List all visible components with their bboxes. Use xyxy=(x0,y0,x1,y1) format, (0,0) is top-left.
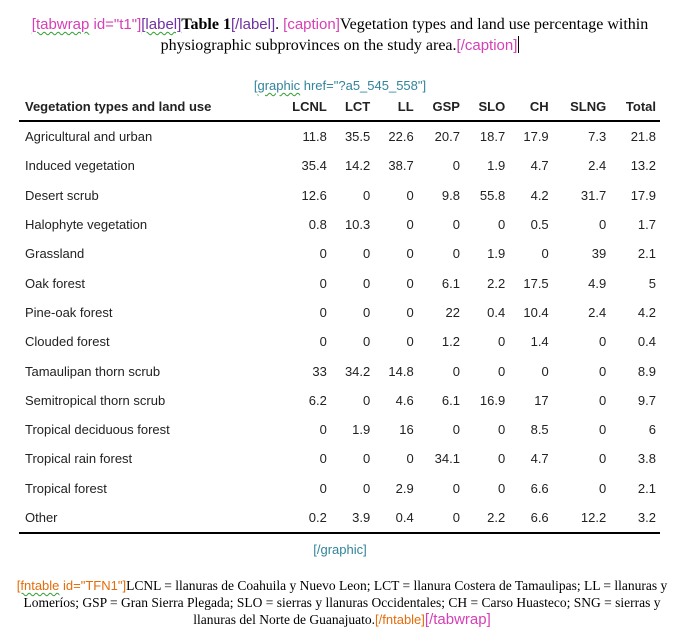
table-cell: 1.2 xyxy=(441,334,460,350)
row-label: Induced vegetation xyxy=(25,158,135,174)
table-cell: 0 xyxy=(452,422,460,438)
table-cell: 33 xyxy=(312,363,327,379)
table-cell: 0 xyxy=(363,304,371,320)
row-label: Tropical deciduous forest xyxy=(25,422,170,438)
table-cell: 1.4 xyxy=(530,334,549,350)
table-cell: 17 xyxy=(534,392,549,408)
table-row xyxy=(19,356,660,385)
table-cell: 2.4 xyxy=(588,304,607,320)
table-cell: 20.7 xyxy=(434,129,460,145)
table-cell: 4.2 xyxy=(530,187,549,203)
table-cell: 0 xyxy=(406,246,414,262)
table-cell: 55.8 xyxy=(479,187,506,203)
table-row xyxy=(19,386,660,415)
table-cell: 0 xyxy=(406,187,414,203)
table-cell: 0.4 xyxy=(487,304,506,320)
table-cell: 0 xyxy=(363,480,371,496)
column-header-lcnl: LCNL xyxy=(275,92,331,121)
column-header-vegetation: Vegetation types and land use xyxy=(19,92,275,121)
table-cell: 0 xyxy=(406,334,414,350)
table-cell: 0 xyxy=(598,217,607,233)
table-cell: 0 xyxy=(598,334,607,350)
row-label: Semitropical thorn scrub xyxy=(25,392,166,408)
table-cell: 6.1 xyxy=(441,392,460,408)
row-label: Grassland xyxy=(25,246,85,262)
table-cell: 39 xyxy=(591,246,607,262)
table-cell: 6.6 xyxy=(530,480,549,496)
table-cell: 12.2 xyxy=(553,503,611,533)
table-cell: 8.9 xyxy=(637,363,656,379)
table-cell: 4.7 xyxy=(530,158,549,174)
table-cell: 0.5 xyxy=(530,217,549,233)
table-cell: 0 xyxy=(498,363,506,379)
table-cell: 0 xyxy=(498,217,506,233)
table-cell: 9.7 xyxy=(637,392,656,408)
table-cell: 0 xyxy=(598,422,607,438)
table-cell: 0 xyxy=(598,451,607,467)
table-cell: 21.8 xyxy=(630,129,656,145)
row-label: Tropical forest xyxy=(25,480,107,496)
table-cell: 2.1 xyxy=(637,480,656,496)
table-cell: 11.8 xyxy=(302,129,327,145)
graphic-open-tag xyxy=(0,78,680,93)
table-cell: 4.7 xyxy=(530,451,549,467)
table-row xyxy=(19,121,660,151)
table-cell: 0 xyxy=(363,275,371,291)
row-label: Agricultural and urban xyxy=(25,129,153,145)
text-cursor xyxy=(518,36,519,53)
table-cell: 6 xyxy=(648,422,656,438)
row-label: Clouded forest xyxy=(25,334,110,350)
table-cell: 0.4 xyxy=(374,503,417,533)
table-cell: 0 xyxy=(363,187,371,203)
table-cell: 0 xyxy=(319,334,327,350)
table-header-row xyxy=(19,92,660,121)
table-cell: 14.8 xyxy=(388,363,414,379)
table-cell: 17.5 xyxy=(523,275,549,291)
table-cell: 4.2 xyxy=(637,304,656,320)
table-row xyxy=(19,444,660,473)
table-row xyxy=(19,474,660,503)
table-cell: 0 xyxy=(498,480,506,496)
table-cell: 0 xyxy=(406,451,414,467)
table-cell: 8.5 xyxy=(530,422,549,438)
table-cell: 0 xyxy=(319,451,327,467)
table-cell: 0 xyxy=(319,480,327,496)
table-cell: 1.7 xyxy=(637,217,656,233)
table-cell: 16 xyxy=(399,422,414,438)
table-cell: 0.8 xyxy=(308,217,327,233)
table-cell: 0 xyxy=(452,363,460,379)
table-cell: 10.3 xyxy=(344,217,371,233)
column-header-ll: LL xyxy=(374,92,417,121)
table-cell: 4.9 xyxy=(588,275,607,291)
vegetation-table xyxy=(19,92,660,534)
table-cell: 0 xyxy=(319,304,327,320)
row-label: Pine-oak forest xyxy=(25,304,113,320)
table-cell: 5 xyxy=(648,275,656,291)
table-cell: 0 xyxy=(406,217,414,233)
table-cell: 2.2 xyxy=(487,275,506,291)
label-separator: . xyxy=(275,16,284,33)
table-cell: 22 xyxy=(445,304,460,320)
table-cell: 0 xyxy=(418,503,464,533)
table-cell: 2.2 xyxy=(464,503,509,533)
table-cell: 0 xyxy=(363,392,371,408)
table-cell: 2.1 xyxy=(637,246,656,262)
table-cell: 0 xyxy=(319,275,327,291)
row-label: Oak forest xyxy=(25,275,85,291)
table-cell: 13.2 xyxy=(630,158,656,174)
table-cell: 0 xyxy=(498,422,506,438)
table-cell: 3.9 xyxy=(331,503,374,533)
table-cell: 2.9 xyxy=(395,480,414,496)
graphic-close-tag: [/graphic] xyxy=(313,542,367,557)
table-cell: 0 xyxy=(498,451,506,467)
table-cell: 4.6 xyxy=(395,392,414,408)
footnote-text: LCNL = llanuras de Coahuila y Nuevo Leon; LCT = llanura Costera de Tamaulipas; LL = llanuras y Lomeríos; GSP = Gran Sierra Plegada; SLO = sierras y llanuras Occidentales; CH = Carso Huasteco; SNG = sierras y llanuras del Norte de Guanajuato. xyxy=(23,578,668,627)
caption-text: Vegetation types and land use percentage within physiographic subprovinces on the study area. xyxy=(160,16,649,54)
label-open-tag: [label] xyxy=(141,16,182,33)
column-header-lct: LCT xyxy=(331,92,374,121)
table-cell: 9.8 xyxy=(441,187,460,203)
table-cell: 34.1 xyxy=(434,451,460,467)
table-cell: 6.2 xyxy=(308,392,327,408)
table-cell: 0.4 xyxy=(637,334,656,350)
column-header-total: Total xyxy=(610,92,660,121)
row-label: Desert scrub xyxy=(25,187,99,203)
row-label: Other xyxy=(19,503,275,533)
table-row xyxy=(19,239,660,268)
table-row xyxy=(19,210,660,239)
table-cell: 6.1 xyxy=(441,275,460,291)
table-cell: 0 xyxy=(363,246,371,262)
graphic-href: href="?a5_545_558"] xyxy=(300,78,427,93)
table-cell: 0 xyxy=(541,363,549,379)
table-row xyxy=(19,503,660,533)
table-cell: 2.4 xyxy=(588,158,607,174)
table-cell: 0 xyxy=(598,392,607,408)
table-cell: 35.4 xyxy=(301,158,327,174)
table-cell: 34.2 xyxy=(344,363,371,379)
column-header-slo: SLO xyxy=(464,92,509,121)
row-label: Halophyte vegetation xyxy=(25,217,148,233)
table-cell: 38.7 xyxy=(388,158,414,174)
table-cell: 22.6 xyxy=(388,129,414,145)
table-cell: 0 xyxy=(406,304,414,320)
column-header-ch: CH xyxy=(509,92,552,121)
table-cell: 1.9 xyxy=(487,246,506,262)
table-cell: 0 xyxy=(541,246,549,262)
table-footnote xyxy=(14,577,670,628)
fntable-close-tag: [/fntable] xyxy=(375,612,425,627)
table-cell: 35.5 xyxy=(344,129,371,145)
table-cell: 0 xyxy=(452,246,460,262)
table-cell: 1.9 xyxy=(352,422,371,438)
table-cell: 0 xyxy=(598,363,607,379)
table-cell: 0 xyxy=(319,246,327,262)
caption-close-tag: [/caption] xyxy=(456,37,518,54)
table-cell: 16.9 xyxy=(479,392,506,408)
table-cell: 12.6 xyxy=(301,187,327,203)
caption-open-tag: [caption] xyxy=(283,16,340,33)
table-cell: 0 xyxy=(363,334,371,350)
table-cell: 10.4 xyxy=(523,304,549,320)
table-cell: 17.9 xyxy=(630,187,656,203)
row-label: Tropical rain forest xyxy=(25,451,133,467)
table-cell: 0 xyxy=(452,217,460,233)
table-cell: 3.8 xyxy=(637,451,656,467)
table-cell: 0 xyxy=(319,422,327,438)
table-cell: 1.9 xyxy=(487,158,506,174)
table-row xyxy=(19,327,660,356)
table-caption xyxy=(10,14,670,56)
tabwrap-close-tag: [/tabwrap] xyxy=(424,611,491,628)
table-cell: 3.2 xyxy=(610,503,660,533)
tabwrap-id: id="t1"] xyxy=(89,16,142,33)
graphic-tag-name: graphic xyxy=(257,78,301,93)
column-header-gsp: GSP xyxy=(418,92,464,121)
table-cell: 7.3 xyxy=(588,129,607,145)
table-row xyxy=(19,415,660,444)
table-label: Table 1 xyxy=(181,16,231,33)
fntable-open-tag: [fntable xyxy=(16,578,60,593)
table-row xyxy=(19,181,660,210)
table-cell: 31.7 xyxy=(580,187,607,203)
column-header-slng: SLNG xyxy=(553,92,611,121)
table-cell: 0 xyxy=(598,480,607,496)
table-body xyxy=(19,121,660,533)
table-row xyxy=(19,151,660,180)
row-label: Tamaulipan thorn scrub xyxy=(25,363,161,379)
table-cell: 0.2 xyxy=(275,503,331,533)
tabwrap-open-tag: [tabwrap xyxy=(31,16,90,33)
table-cell: 14.2 xyxy=(344,158,371,174)
table-cell: 0 xyxy=(498,334,506,350)
table-cell: 0 xyxy=(452,480,460,496)
table-cell: 17.9 xyxy=(523,129,549,145)
fntable-id: id="TFN1"] xyxy=(59,578,127,593)
table-cell: 0 xyxy=(363,451,371,467)
table-cell: 0 xyxy=(452,158,460,174)
table-row xyxy=(19,268,660,297)
table-cell: 0 xyxy=(406,275,414,291)
label-close-tag: [/label] xyxy=(230,16,276,33)
table-row xyxy=(19,298,660,327)
graphic-open-bracket: [ xyxy=(253,78,258,93)
table-cell: 18.7 xyxy=(479,129,506,145)
table-cell: 6.6 xyxy=(509,503,552,533)
